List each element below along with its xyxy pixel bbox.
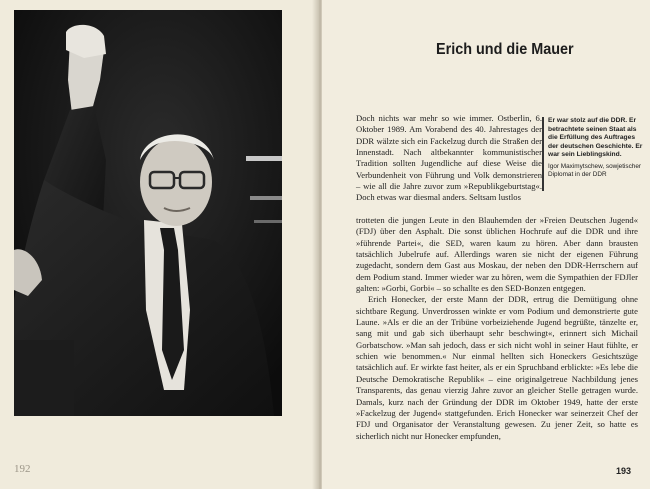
paragraph-2: Erich Honecker, der erste Mann der DDR, ertrug die Demütigung ohne sichtbare Regung. Unverdrossen winkte er vom Podium und demonstrierte gute Laune. »Als er die an der Tribüne vorbeiziehende Jugend begrüßte, tänzelte er, sang mit und gab sich überhaupt sehr beschwingt«, erinnert sich Michail Gorbatschow. »Man sah jedoch, dass er sich nicht wohl in seiner Haut fühlte, er schien wie benommen.« Nur einmal hellten sich Honeckers Gesichtszüge tatsächlich auf. Er wirkte fast heiter, als er ein Spruchband erblickte: »Es lebe die Deutsche Demokratische Republik« – eine originalgetreue Nachbildung jenes Transparents, das genau vierzig Jahre zuvor an gleicher Stelle getragen wurde. Damals, kurz nach der Gründung der DDR im Oktober 1949, hatte der erste »Fackelzug der Jugend« stattgefunden. Erich Honecker war seinerzeit Chef der FDJ und Organisator der Veranstaltung gewesen. Zu jener Zeit, so hatte es sicherlich nicht nur Honecker empfunden, <box>356 294 638 441</box>
body-text-narrow <box>356 113 542 204</box>
sidebar-quote-box <box>548 117 644 180</box>
sidebar-rule <box>542 117 544 191</box>
left-page <box>0 0 318 489</box>
body-text-wide <box>356 215 638 442</box>
photo-illustration <box>14 10 282 416</box>
left-page-number: 192 <box>14 463 31 475</box>
paragraph-1-continued: trotteten die jungen Leute in den Blauhemden der »Freien Deutschen Jugend« (FDJ) über den Asphalt. Die sonst üblichen Hochrufe auf die DDR und ihre »führende Partei«, die SED, waren kaum zu hören. Aber dann brausten tatsächlich Jubelrufe auf. Allerdings waren sie nicht der eigenen Führung zugedacht, sondern dem Gast aus Moskau, der neben den DDR-Herrschern auf dem Podium stand. Immer wieder war zu hören, wem die Sympathien der FDJler galten: »Gorbi, Gorbi« – so schallte es den SED-Bonzen entgegen. <box>356 215 638 294</box>
chapter-title: Erich und die Mauer <box>436 40 574 58</box>
sidebar-quote: Er war stolz auf die DDR. Er betrachtete seinen Staat als die Erfüllung des Auftrages der deutschen Geschichte. Er war sein Lieblingskind. <box>548 117 643 159</box>
paragraph-1-start: Doch nichts war mehr so wie immer. Ostberlin, 6. Oktober 1989. Am Vorabend des 40. Jahrestages der DDR wälzte sich ein Fackelzug durch die Straßen der Innenstadt. Nach altbekannter kommunistischer Tradition sollten Jugendliche auf diese Weise die Verbundenheit von Führung und Volk demonstrieren – wie all die Jahre zuvor zum »Republikgeburtstag«. Doch etwas war diesmal anders. Seltsam lustlos <box>356 113 542 203</box>
sidebar-attribution: Igor Maximytschew, sowjetischer Diplomat in der DDR <box>548 162 642 179</box>
right-page-number: 193 <box>616 466 632 476</box>
honecker-photo <box>14 10 282 416</box>
